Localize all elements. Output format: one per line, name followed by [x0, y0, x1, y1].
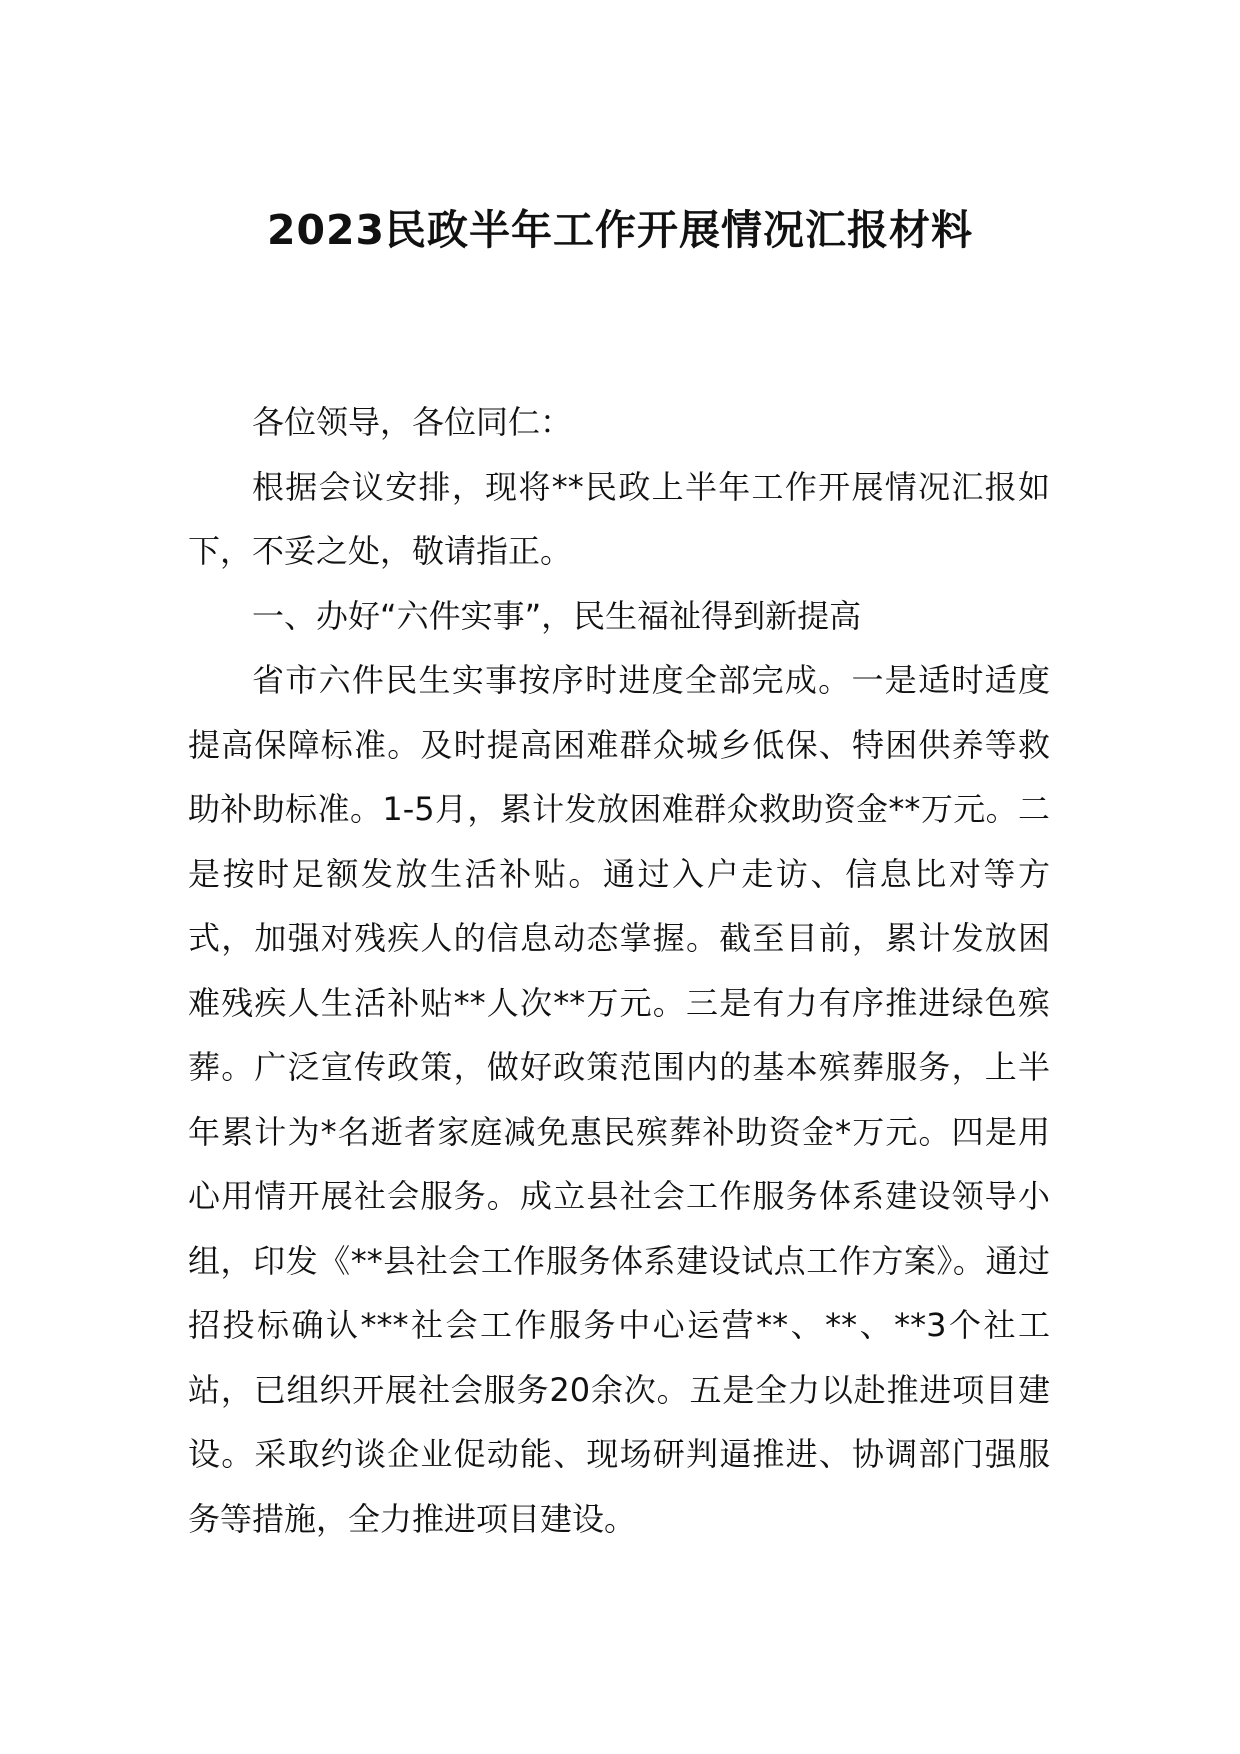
document-title: 2023民政半年工作开展情况汇报材料 [266, 206, 974, 254]
section-heading-1: 一、办好“六件实事”，民生福祉得到新提高 [252, 596, 862, 635]
intro-paragraph: 根据会议安排，现将**民政上半年工作开展情况汇报如下，不妥之处，敬请指正。 [188, 467, 1050, 570]
document-body [188, 390, 1050, 1551]
section-1-paragraph: 省市六件民生实事按序时进度全部完成。一是适时适度提高保障标准。及时提高困难群众城乡低保、特困供养等救助补助标准。1-5月，累计发放困难群众救助资金**万元。二是按时足额发放生活补贴。通过入户走访、信息比对等方式，加强对残疾人的信息动态掌握。截至目前，累计发放困难残疾人生活补贴**人次**万元。三是有力有序推进绿色殡葬。广泛宣传政策，做好政策范围内的基本殡葬服务，上半年累计为*名逝者家庭减免惠民殡葬补助资金*万元。四是用心用情开展社会服务。成立县社会工作服务体系建设领导小组，印发《**县社会工作服务体系建设试点工作方案》。通过招投标确认***社会工作服务中心运营**、**、**3个社工站，已组织开展社会服务20余次。五是全力以赴推进项目建设。采取约谈企业促动能、现场研判逼推进、协调部门强服务等措施，全力推进项目建设。 [188, 661, 1050, 1538]
salutation: 各位领导，各位同仁： [252, 403, 573, 441]
